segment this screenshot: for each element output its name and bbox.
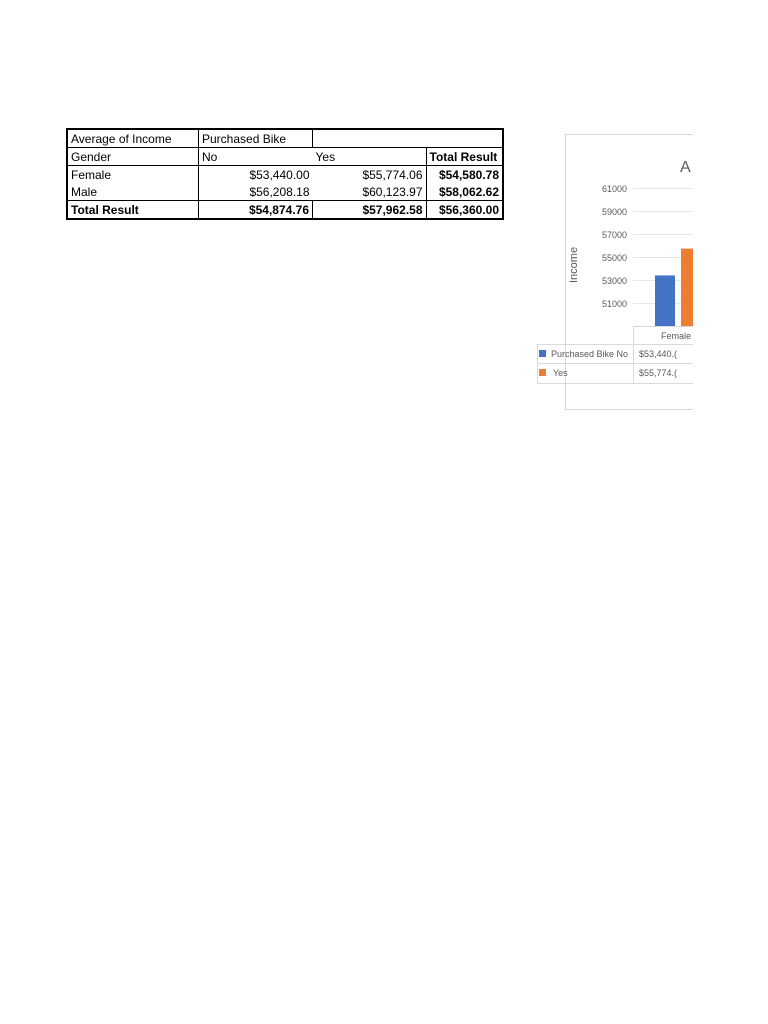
pivot-column-field[interactable]: Purchased Bike — [199, 129, 313, 148]
y-tick-label: 51000 — [601, 299, 627, 309]
y-tick-label: 61000 — [601, 184, 627, 194]
table-value-yes: $55,774.( — [639, 368, 678, 378]
pivot-cell-total[interactable]: $54,580.78 — [438, 167, 499, 182]
legend-key-yes — [539, 369, 546, 376]
pivot-header-yes[interactable]: Yes — [313, 148, 427, 166]
pivot-table — [66, 128, 504, 220]
pivot-cell[interactable]: $55,774.06 — [313, 166, 427, 184]
pivot-total-label[interactable]: Total Result — [67, 201, 199, 220]
y-tick-label: 57000 — [601, 230, 627, 240]
pivot-cell-total[interactable]: $58,062.62 — [438, 184, 499, 199]
pivot-row-label[interactable]: Male — [67, 183, 199, 201]
y-axis-label: Income — [568, 246, 580, 283]
pivot-cell[interactable]: $53,440.00 — [249, 167, 310, 182]
y-tick-label: 59000 — [601, 207, 627, 217]
chart[interactable] — [537, 134, 693, 412]
pivot-header-total[interactable]: Total Result — [429, 149, 498, 164]
pivot-grand-total[interactable]: $56,360.00 — [438, 202, 499, 217]
legend-key-no — [539, 350, 546, 357]
pivot-header-row-2 — [67, 148, 503, 166]
pivot-row-female — [67, 166, 503, 184]
pivot-corner-label[interactable]: Average of Income — [67, 129, 199, 148]
y-tick-label: 55000 — [601, 253, 627, 263]
legend-label-yes: Yes — [553, 368, 568, 378]
pivot-row-male — [67, 183, 503, 201]
pivot-total-row — [67, 201, 503, 220]
pivot-total-cell[interactable]: $54,874.76 — [199, 201, 313, 220]
chart-title: A — [680, 159, 691, 176]
category-label: Female — [661, 331, 692, 341]
chart-svg — [537, 134, 693, 412]
pivot-cell[interactable]: $60,123.97 — [313, 183, 427, 201]
bar-no-female[interactable] — [655, 275, 675, 326]
y-tick-label: 53000 — [601, 276, 627, 286]
pivot-row-label[interactable]: Female — [67, 166, 199, 184]
legend-label-no: Purchased Bike No — [551, 349, 629, 359]
table-value-no: $53,440.( — [639, 349, 678, 359]
pivot-row-field[interactable]: Gender — [67, 148, 199, 166]
pivot-header-no[interactable]: No — [202, 149, 218, 164]
pivot-total-cell[interactable]: $57,962.58 — [313, 201, 427, 220]
bar-yes-female[interactable] — [681, 249, 693, 326]
pivot-cell[interactable]: $56,208.18 — [249, 184, 310, 199]
pivot-header-row-1 — [67, 129, 503, 148]
